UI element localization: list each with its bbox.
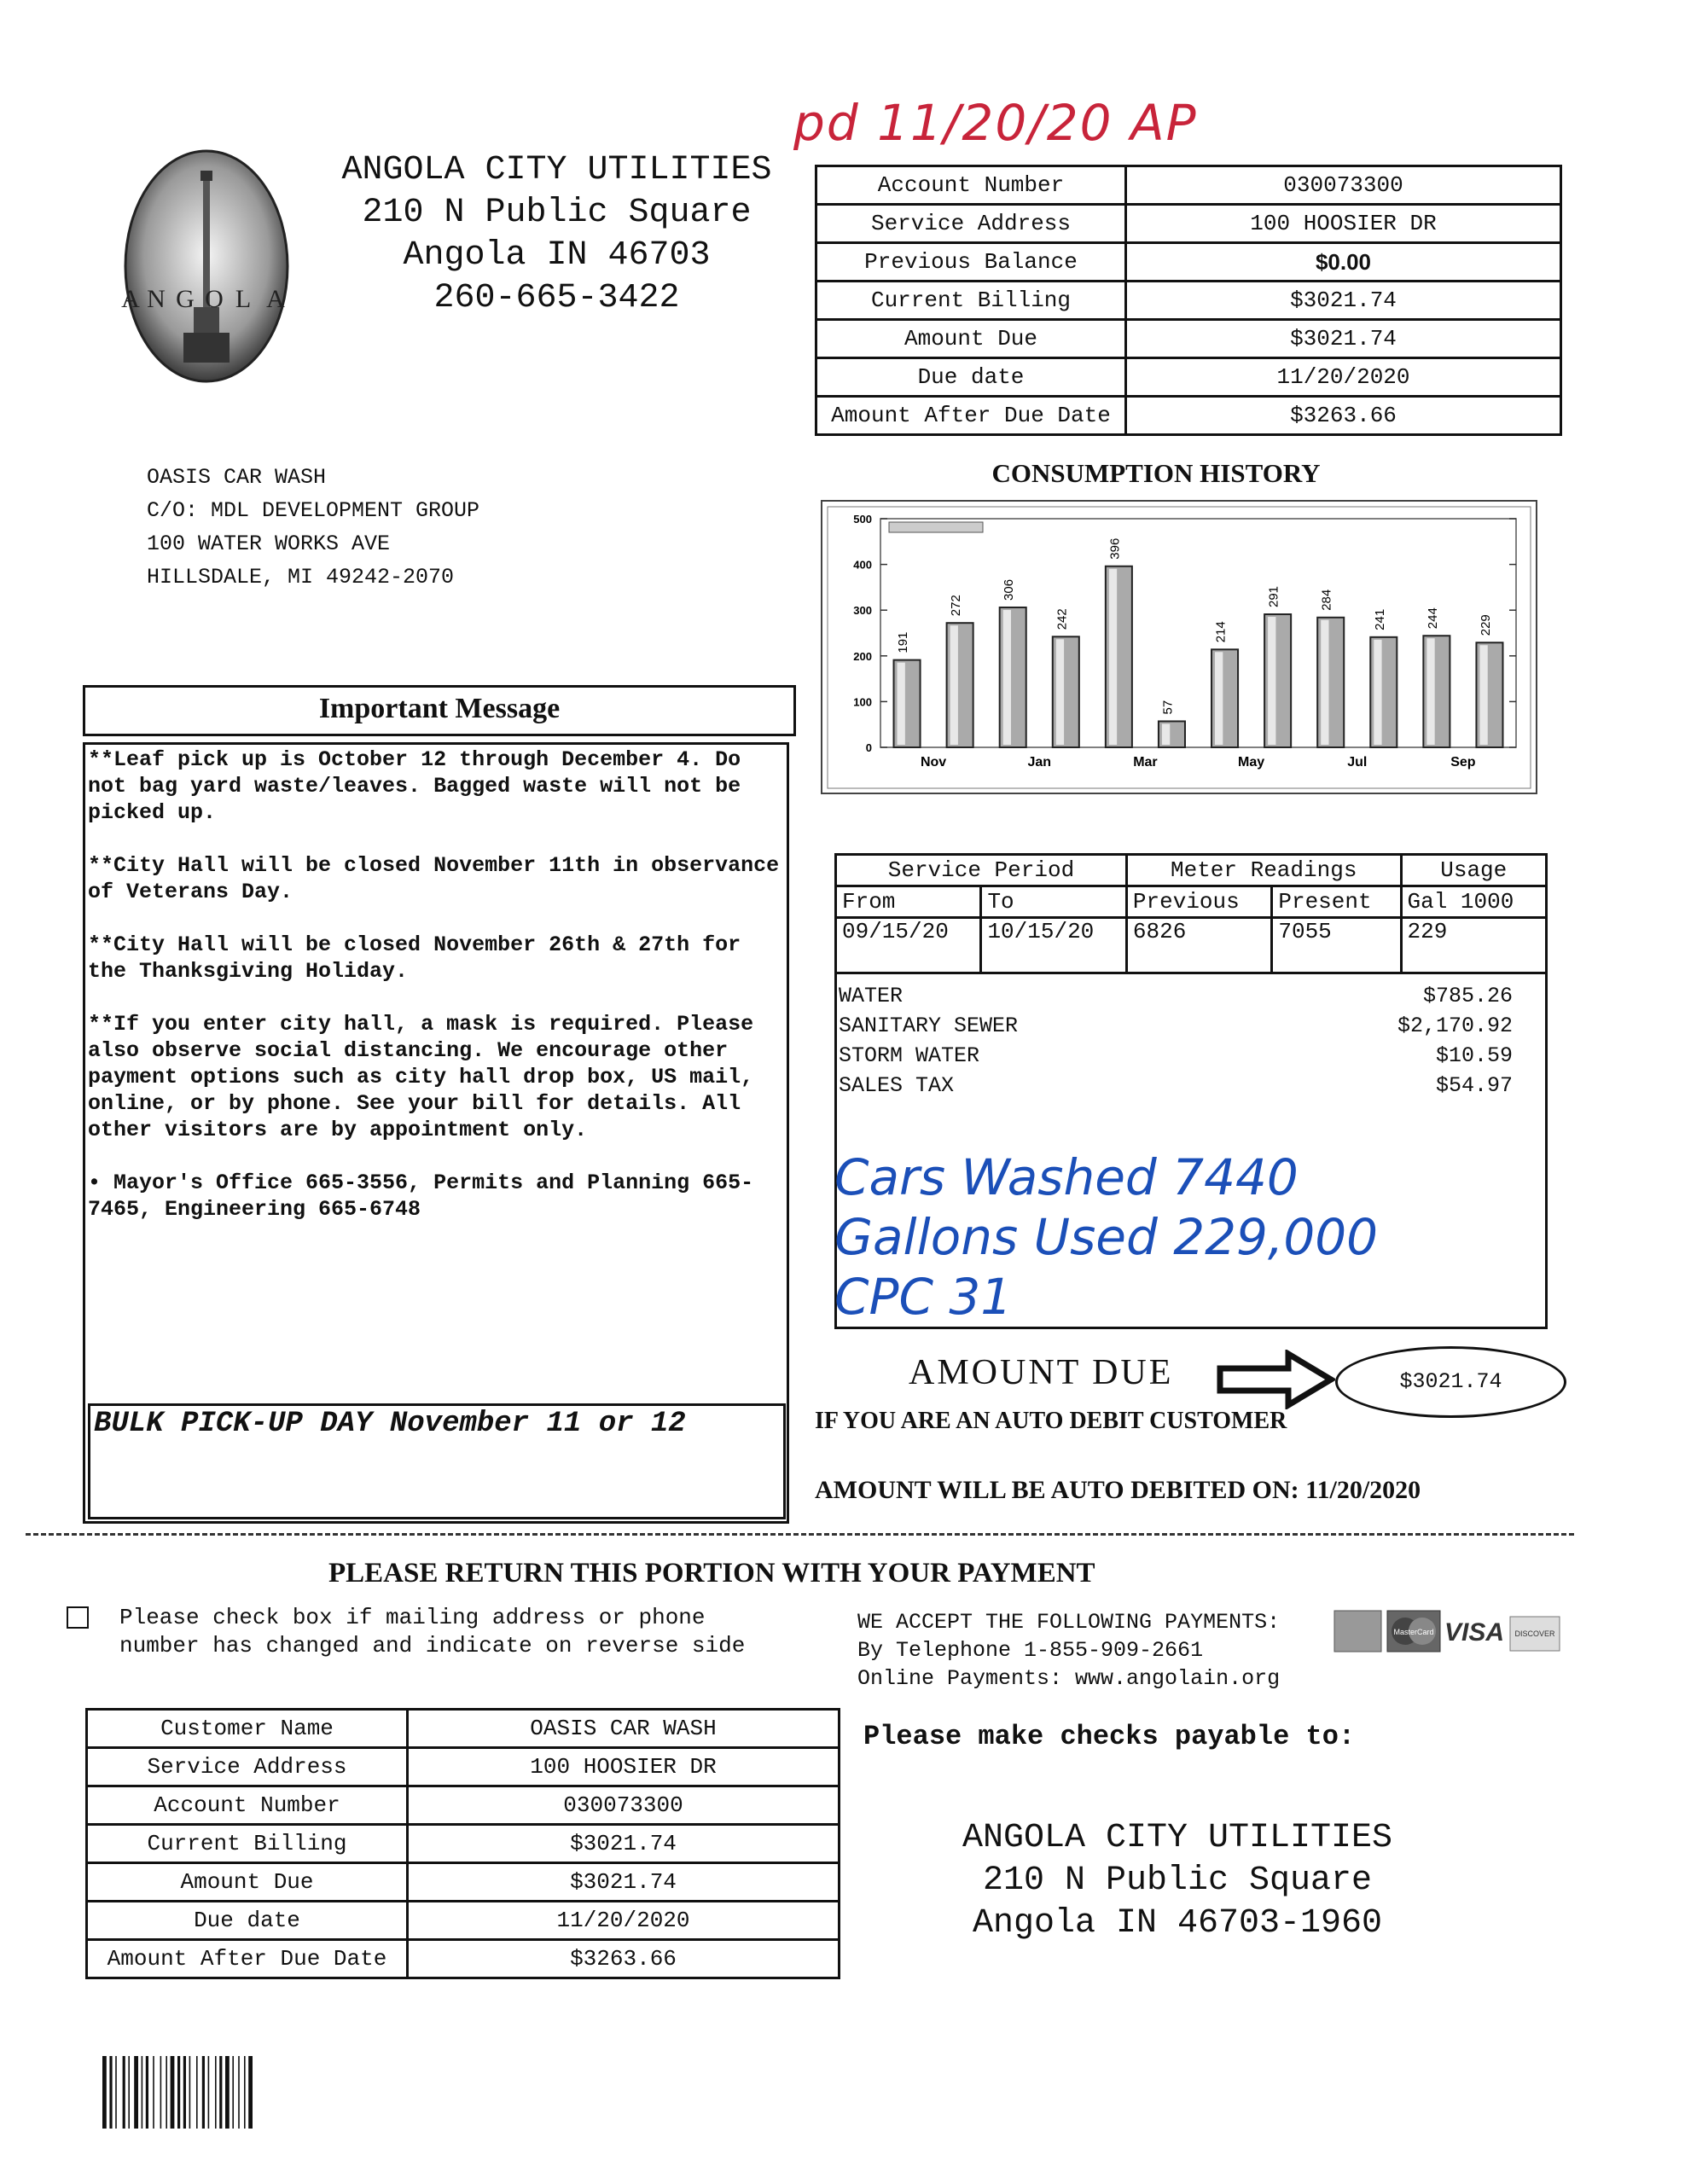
barcode-bar bbox=[102, 2056, 107, 2129]
summary-row bbox=[87, 1825, 840, 1863]
present-reading-value: 7055 bbox=[1272, 918, 1401, 973]
summary-label: Service Address bbox=[87, 1748, 408, 1786]
bar-highlight bbox=[1426, 638, 1434, 745]
charge-row bbox=[839, 1041, 1513, 1071]
summary-label: Amount After Due Date bbox=[87, 1940, 408, 1978]
important-message-title: Important Message bbox=[83, 685, 796, 736]
barcode-bar bbox=[248, 2056, 253, 2129]
consumption-history-chart bbox=[821, 500, 1537, 794]
barcode bbox=[102, 2056, 307, 2129]
checkbox-line: Please check box if mailing address or phone bbox=[119, 1605, 706, 1630]
barcode-bar bbox=[153, 2056, 154, 2129]
checkbox-instructions bbox=[119, 1604, 745, 1660]
barcode-bar bbox=[183, 2056, 186, 2129]
previous-header: Previous bbox=[1126, 886, 1271, 918]
barcode-bar bbox=[196, 2056, 198, 2129]
from-header: From bbox=[836, 886, 981, 918]
mastercard-label: MasterCard bbox=[1393, 1628, 1434, 1636]
summary-value: 030073300 bbox=[408, 1786, 840, 1825]
auto-debit-notice: IF YOU ARE AN AUTO DEBIT CUSTOMER bbox=[815, 1408, 1287, 1434]
bar-highlight bbox=[1268, 617, 1275, 745]
logo-letter: L bbox=[235, 285, 252, 313]
charge-label: SALES TAX bbox=[839, 1073, 955, 1098]
bar-value-label: 241 bbox=[1372, 608, 1387, 630]
checkbox-line: number has changed and indicate on reverse side bbox=[119, 1633, 746, 1658]
address-changed-checkbox[interactable] bbox=[67, 1606, 89, 1629]
utility-header-address bbox=[311, 149, 802, 320]
summary-row bbox=[87, 1710, 840, 1748]
summary-value: $3021.74 bbox=[1126, 282, 1561, 320]
visa-label: VISA bbox=[1444, 1618, 1505, 1647]
bulk-pickup-text: BULK PICK-UP DAY November 11 or 12 bbox=[94, 1408, 686, 1440]
barcode-bar bbox=[115, 2056, 117, 2129]
summary-row bbox=[816, 166, 1561, 205]
x-tick-label: Sep bbox=[1450, 755, 1476, 770]
summary-value: $3021.74 bbox=[408, 1825, 840, 1863]
consumption-history-title: CONSUMPTION HISTORY bbox=[991, 458, 1321, 488]
bar-value-label: 306 bbox=[1002, 578, 1017, 601]
barcode-bar bbox=[208, 2056, 210, 2129]
logo-letter: O bbox=[205, 285, 224, 313]
remit-to-address bbox=[921, 1817, 1433, 1945]
summary-value: OASIS CAR WASH bbox=[408, 1710, 840, 1748]
summary-label: Account Number bbox=[87, 1786, 408, 1825]
y-tick-label: 300 bbox=[853, 604, 872, 618]
payment-options bbox=[857, 1608, 1280, 1693]
checks-payable-label: Please make checks payable to: bbox=[863, 1721, 1356, 1752]
return-portion-title: PLEASE RETURN THIS PORTION WITH YOUR PAYMENT bbox=[328, 1558, 1095, 1589]
bar-highlight bbox=[1215, 652, 1223, 745]
message-paragraph: **City Hall will be closed November 26th & 27th for the Thanksgiving Holiday. bbox=[88, 932, 741, 984]
charge-amount: $785.26 bbox=[1422, 984, 1513, 1008]
summary-row bbox=[816, 397, 1561, 435]
arrow-right-icon bbox=[1216, 1350, 1335, 1409]
important-message-text bbox=[88, 746, 787, 1249]
summary-row bbox=[816, 320, 1561, 358]
barcode-bar bbox=[177, 2056, 180, 2129]
remit-city: Angola IN 46703-1960 bbox=[972, 1904, 1383, 1943]
x-tick-label: Mar bbox=[1133, 755, 1158, 770]
x-tick-label: Nov bbox=[920, 755, 947, 770]
payment-phone: By Telephone 1-855-909-2661 bbox=[857, 1638, 1204, 1663]
present-header: Present bbox=[1272, 886, 1401, 918]
bar-highlight bbox=[950, 625, 958, 745]
tear-off-line bbox=[26, 1533, 1574, 1536]
summary-value: 11/20/2020 bbox=[408, 1902, 840, 1940]
bar-value-label: 291 bbox=[1266, 585, 1281, 608]
summary-label: Previous Balance bbox=[816, 243, 1126, 282]
summary-row bbox=[87, 1786, 840, 1825]
summary-label: Amount After Due Date bbox=[816, 397, 1126, 435]
mailing-line-1: OASIS CAR WASH bbox=[147, 465, 327, 490]
utility-city: Angola IN 46703 bbox=[403, 236, 711, 275]
summary-row bbox=[816, 282, 1561, 320]
barcode-bar bbox=[171, 2056, 175, 2129]
usage-unit-header: Gal 1000 bbox=[1401, 886, 1547, 918]
handwritten-paid-note: pd 11/20/20 AP bbox=[793, 94, 1198, 152]
summary-value: $3021.74 bbox=[408, 1863, 840, 1902]
barcode-bar bbox=[232, 2056, 234, 2129]
return-summary-table bbox=[85, 1708, 840, 1979]
barcode-bar bbox=[146, 2056, 148, 2129]
summary-label: Due date bbox=[87, 1902, 408, 1940]
summary-label: Current Billing bbox=[816, 282, 1126, 320]
barcode-bar bbox=[134, 2056, 138, 2129]
bar-value-label: 191 bbox=[896, 631, 911, 653]
summary-value: $3021.74 bbox=[1126, 320, 1561, 358]
handwritten-note: Cars Washed 7440 bbox=[834, 1148, 1299, 1206]
barcode-bar bbox=[166, 2056, 167, 2129]
bar-highlight bbox=[1479, 645, 1487, 745]
service-period-table bbox=[834, 853, 1548, 974]
service-period-header: Service Period bbox=[836, 855, 1127, 886]
barcode-bar bbox=[123, 2056, 125, 2129]
message-paragraph: • Mayor's Office 665-3556, Permits and Planning 665-7465, Engineering 665-6748 bbox=[88, 1170, 754, 1222]
barcode-bar bbox=[109, 2056, 112, 2129]
bar-value-label: 396 bbox=[1107, 537, 1123, 560]
message-paragraph: **If you enter city hall, a mask is required. Please also observe social distancing. We encourage other payment options such as city hall drop box, US mail, online, or by phone. See your bill for details. All other visitors are by appointment only. bbox=[88, 1012, 754, 1142]
barcode-bar bbox=[189, 2056, 191, 2129]
barcode-bar bbox=[238, 2056, 240, 2129]
bar-highlight bbox=[1003, 610, 1011, 745]
charge-amount: $54.97 bbox=[1435, 1073, 1513, 1098]
y-tick-label: 500 bbox=[853, 513, 872, 526]
summary-label: Amount Due bbox=[87, 1863, 408, 1902]
previous-reading-value: 6826 bbox=[1126, 918, 1271, 973]
barcode-bar bbox=[215, 2056, 217, 2129]
summary-row bbox=[816, 205, 1561, 243]
handwritten-note: Gallons Used 229,000 bbox=[834, 1208, 1379, 1266]
summary-value: 100 HOOSIER DR bbox=[408, 1748, 840, 1786]
bar-highlight bbox=[1109, 569, 1117, 745]
handwritten-note: CPC 31 bbox=[834, 1268, 1013, 1326]
summary-row bbox=[816, 243, 1561, 282]
charge-row bbox=[839, 1071, 1513, 1101]
charge-amount: $2,170.92 bbox=[1397, 1014, 1513, 1038]
charge-amount: $10.59 bbox=[1435, 1043, 1513, 1068]
remit-name: ANGOLA CITY UTILITIES bbox=[962, 1819, 1393, 1857]
summary-row bbox=[87, 1902, 840, 1940]
bar-value-label: 229 bbox=[1478, 614, 1493, 636]
y-tick-label: 100 bbox=[853, 695, 872, 709]
meter-readings-header: Meter Readings bbox=[1126, 855, 1401, 886]
handwritten-notes bbox=[834, 1147, 1378, 1327]
mailing-line-2: C/O: MDL DEVELOPMENT GROUP bbox=[147, 498, 480, 523]
mailing-line-3: 100 WATER WORKS AVE bbox=[147, 531, 391, 556]
bar-value-label: 272 bbox=[949, 595, 964, 617]
bar-value-label: 57 bbox=[1160, 700, 1176, 715]
amount-due-label: AMOUNT DUE bbox=[909, 1353, 1174, 1392]
logo-letter: N bbox=[147, 285, 166, 313]
utility-name: ANGOLA CITY UTILITIES bbox=[341, 151, 772, 189]
summary-label: Service Address bbox=[816, 205, 1126, 243]
to-header: To bbox=[981, 886, 1126, 918]
summary-value: 100 HOOSIER DR bbox=[1126, 205, 1561, 243]
summary-value: $3263.66 bbox=[408, 1940, 840, 1978]
payment-online: Online Payments: www.angolain.org bbox=[857, 1666, 1281, 1691]
utility-street: 210 N Public Square bbox=[362, 194, 752, 232]
angola-monument-logo bbox=[115, 145, 299, 388]
message-paragraph: **City Hall will be closed November 11th in observance of Veterans Day. bbox=[88, 853, 780, 904]
summary-label: Amount Due bbox=[816, 320, 1126, 358]
remit-street: 210 N Public Square bbox=[982, 1862, 1373, 1900]
summary-label: Account Number bbox=[816, 166, 1126, 205]
y-tick-label: 200 bbox=[853, 649, 872, 663]
summary-value: 11/20/2020 bbox=[1126, 358, 1561, 397]
bar-value-label: 214 bbox=[1213, 621, 1229, 643]
account-summary-table bbox=[815, 165, 1562, 436]
summary-row bbox=[87, 1748, 840, 1786]
bar-highlight bbox=[1162, 723, 1170, 745]
summary-label: Due date bbox=[816, 358, 1126, 397]
bar-highlight bbox=[898, 663, 905, 745]
summary-row bbox=[87, 1863, 840, 1902]
message-paragraph: **Leaf pick up is October 12 through December 4. Do not bag yard waste/leaves. Bagged waste will not be picked up. bbox=[88, 747, 741, 825]
auto-debit-date: AMOUNT WILL BE AUTO DEBITED ON: 11/20/2020 bbox=[815, 1476, 1421, 1504]
discover-label: DISCOVER bbox=[1514, 1629, 1555, 1638]
card-logos bbox=[1333, 1606, 1563, 1658]
summary-value: 030073300 bbox=[1126, 166, 1561, 205]
logo-letter: A bbox=[121, 285, 140, 313]
bar-value-label: 242 bbox=[1055, 608, 1070, 630]
summary-label: Current Billing bbox=[87, 1825, 408, 1863]
charge-row bbox=[839, 981, 1513, 1011]
barcode-bar bbox=[142, 2056, 143, 2129]
barcode-bar bbox=[160, 2056, 162, 2129]
summary-value: $0.00 bbox=[1126, 243, 1561, 282]
barcode-bar bbox=[225, 2056, 230, 2129]
bar-value-label: 244 bbox=[1425, 607, 1440, 630]
x-tick-label: Jan bbox=[1027, 755, 1052, 770]
to-value: 10/15/20 bbox=[981, 918, 1126, 973]
charge-label: SANITARY SEWER bbox=[839, 1014, 1019, 1038]
barcode-bar bbox=[244, 2056, 246, 2129]
summary-row bbox=[87, 1940, 840, 1978]
x-tick-label: May bbox=[1238, 755, 1265, 770]
logo-letter: A bbox=[266, 285, 285, 313]
barcode-bar bbox=[202, 2056, 205, 2129]
bar-highlight bbox=[1056, 639, 1064, 745]
logo-letter: G bbox=[176, 285, 195, 313]
barcode-bar bbox=[128, 2056, 130, 2129]
summary-row bbox=[816, 358, 1561, 397]
amount-due-value: $3021.74 bbox=[1335, 1346, 1566, 1418]
usage-value: 229 bbox=[1401, 918, 1547, 973]
summary-value: $3263.66 bbox=[1126, 397, 1561, 435]
bar-value-label: 284 bbox=[1319, 589, 1334, 611]
y-tick-label: 0 bbox=[865, 741, 872, 754]
charge-label: STORM WATER bbox=[839, 1043, 980, 1068]
x-tick-label: Jul bbox=[1347, 755, 1368, 770]
summary-label: Customer Name bbox=[87, 1710, 408, 1748]
y-tick-label: 400 bbox=[853, 558, 872, 572]
charge-row bbox=[839, 1011, 1513, 1041]
usage-header: Usage bbox=[1401, 855, 1547, 886]
payments-accepted: WE ACCEPT THE FOLLOWING PAYMENTS: bbox=[857, 1610, 1281, 1635]
mailing-address bbox=[147, 461, 479, 594]
from-value: 09/15/20 bbox=[836, 918, 981, 973]
bar-highlight bbox=[1374, 640, 1381, 745]
barcode-bar bbox=[219, 2056, 222, 2129]
charges-list bbox=[839, 981, 1513, 1101]
chart-legend bbox=[889, 522, 983, 532]
charge-label: WATER bbox=[839, 984, 904, 1008]
bar-highlight bbox=[1321, 620, 1328, 745]
utility-phone: 260-665-3422 bbox=[433, 279, 680, 317]
mailing-line-4: HILLSDALE, MI 49242-2070 bbox=[147, 565, 455, 590]
